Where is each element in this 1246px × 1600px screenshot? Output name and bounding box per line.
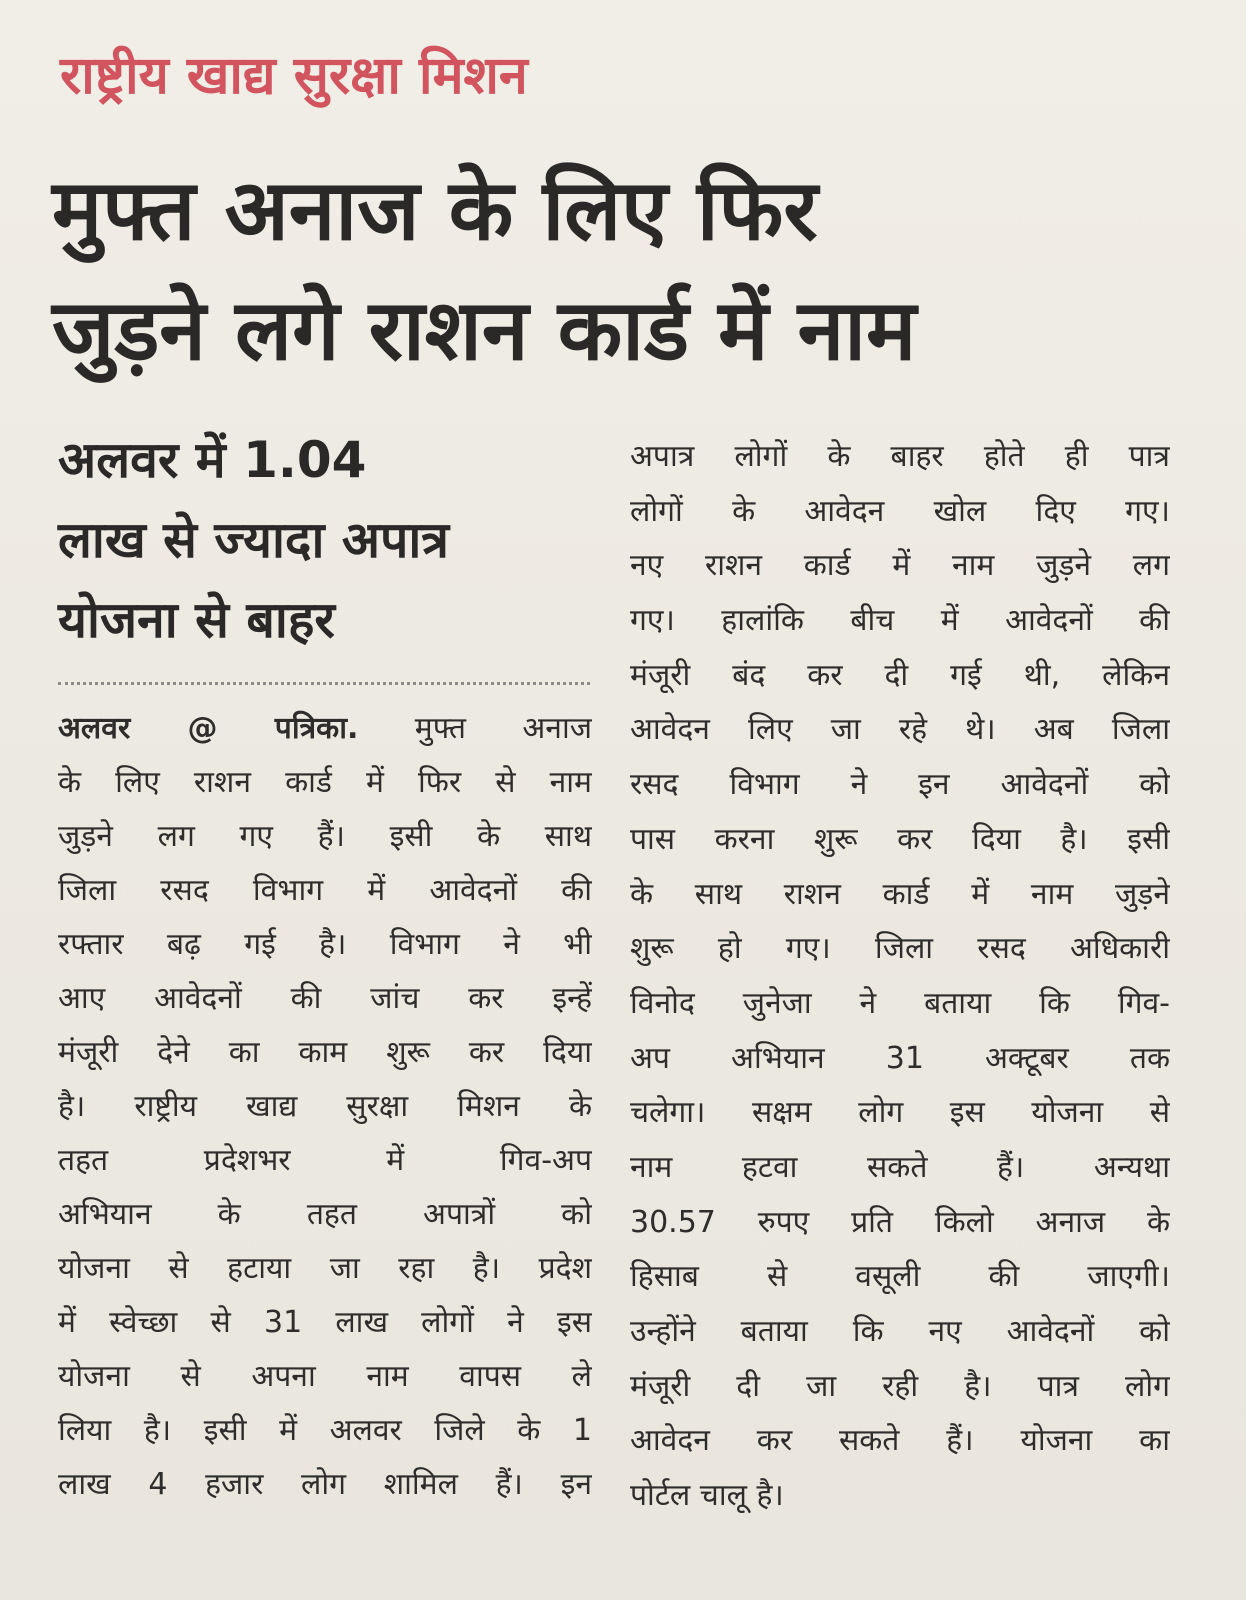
article-line: अप अभियान 31 अक्टूबर तक [630,1040,1170,1076]
article-line: उन्होंने बताया कि नए आवेदनों को [630,1314,1170,1349]
subheadline-line-1: अलवर में 1.04 [58,431,367,489]
article-line: पास करना शुरू कर दिया है। इसी [630,821,1170,857]
headline [52,150,1202,390]
dateline: अलवर @ पत्रिका. [58,711,359,746]
subheadline [58,420,608,660]
article-line: विनोद जुनेजा ने बताया कि गिव- [630,985,1170,1021]
article-line: 30.57 रुपए प्रति किलो अनाज के [630,1204,1170,1240]
article-line-text: मुफ्त अनाज [414,711,592,746]
article-line: अपात्र लोगों के बाहर होते ही पात्र [630,439,1170,474]
article-line: मंजूरी दी जा रही है। पात्र लोग [630,1368,1170,1404]
article-line: के साथ राशन कार्ड में नाम जुड़ने [630,876,1170,912]
article-line: तहत प्रदेशभर में गिव-अप [58,1143,592,1178]
headline-line-1: मुफ्त अनाज के लिए फिर [52,161,818,259]
article-line: योजना से हटाया जा रहा है। प्रदेश [58,1251,592,1286]
article-line: जिला रसद विभाग में आवेदनों की [58,873,592,908]
article-line: गए। हालांकि बीच में आवेदनों की [630,603,1170,639]
article-line: हिसाब से वसूली की जाएगी। [630,1259,1170,1295]
article-line: पोर्टल चालू है। [630,1478,784,1514]
section-kicker: राष्ट्रीय खाद्य सुरक्षा मिशन [60,46,528,106]
article-column-right [630,430,1170,1524]
article-line: नए राशन कार्ड में नाम जुड़ने लग [630,548,1170,584]
article-line: रसद विभाग ने इन आवेदनों को [630,767,1170,803]
dotted-divider [58,682,590,685]
article-line: लोगों के आवेदन खोल दिए गए। [630,493,1170,529]
article-line: लिया है। इसी में अलवर जिले के 1 [58,1413,592,1448]
article-line: में स्वेच्छा से 31 लाख लोगों ने इस [58,1305,592,1340]
article-line: आवेदन कर सकते हैं। योजना का [630,1423,1170,1459]
article-line: मंजूरी बंद कर दी गई थी, लेकिन [630,657,1170,693]
article-line: नाम हटवा सकते हैं। अन्यथा [630,1149,1170,1185]
article-line: आए आवेदनों की जांच कर इन्हें [58,981,592,1016]
article-line: मंजूरी देने का काम शुरू कर दिया [58,1035,592,1070]
article-line [58,702,592,756]
article-line: रफ्तार बढ़ गई है। विभाग ने भी [58,927,592,962]
article-line: आवेदन लिए जा रहे थे। अब जिला [630,712,1170,748]
article-line: चलेगा। सक्षम लोग इस योजना से [630,1095,1170,1131]
article-line: जुड़ने लग गए हैं। इसी के साथ [58,819,592,854]
article-line: शुरू हो गए। जिला रसद अधिकारी [630,931,1170,967]
subheadline-line-3: योजना से बाहर [58,591,335,649]
article-line: लाख 4 हजार लोग शामिल हैं। इन [58,1467,592,1502]
article-line: है। राष्ट्रीय खाद्य सुरक्षा मिशन के [58,1089,592,1124]
article-line: अभियान के तहत अपात्रों को [58,1197,592,1232]
article-line: योजना से अपना नाम वापस ले [58,1359,592,1394]
article-line: के लिए राशन कार्ड में फिर से नाम [58,765,592,800]
headline-line-2: जुड़ने लगे राशन कार्ड में नाम [52,281,917,379]
subheadline-line-2: लाख से ज्यादा अपात्र [58,511,449,569]
article-column-left [58,702,592,1512]
